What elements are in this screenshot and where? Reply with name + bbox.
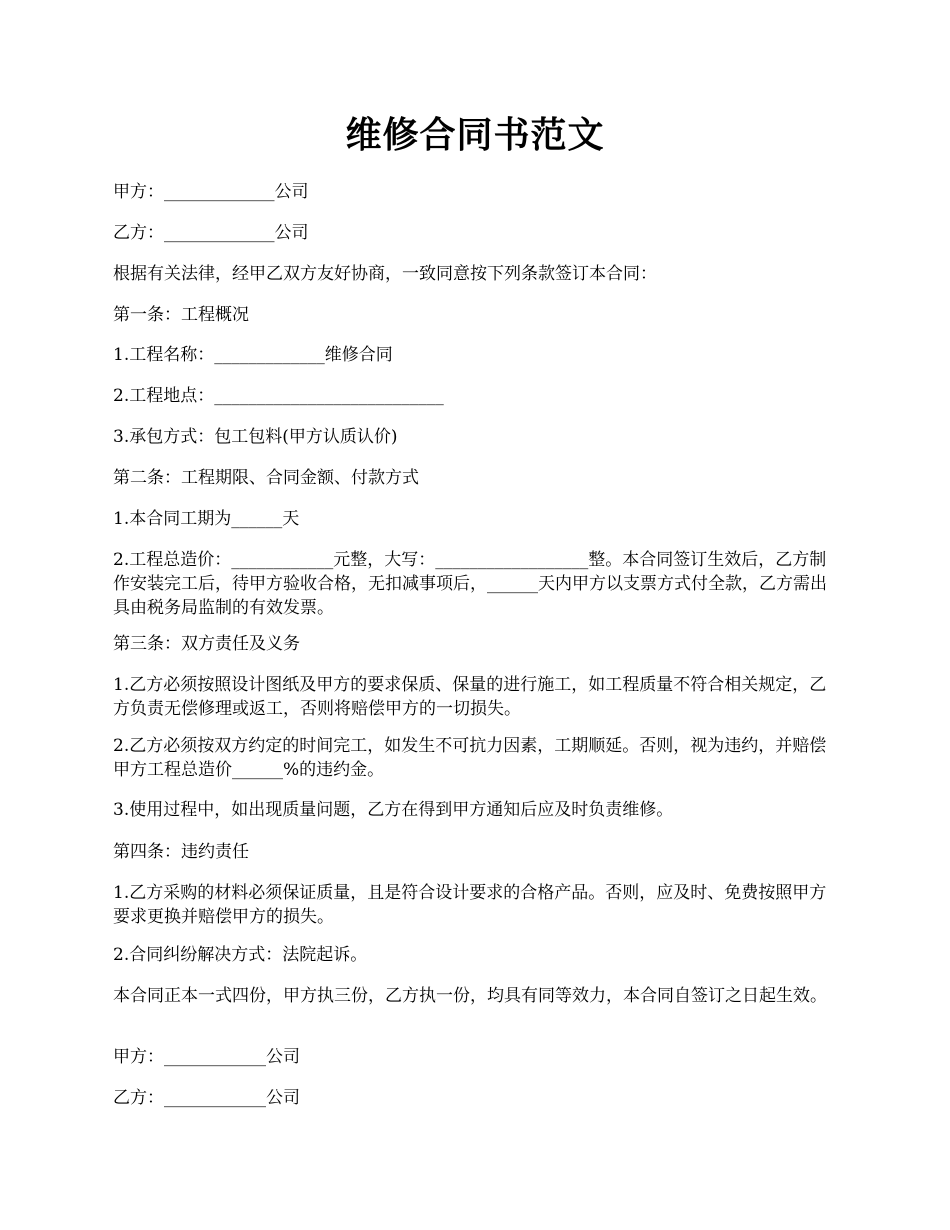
article-4-item-1: 1.乙方采购的材料必须保证质量，且是符合设计要求的合格产品。否则，应及时、免费按照甲方要求更换并赔偿甲方的损失。 (113, 883, 827, 927)
article-4-item-2: 2.合同纠纷解决方式：法院起诉。 (113, 945, 368, 965)
signature-party-b: 乙方：____________公司 (113, 1088, 300, 1108)
article-1-item-2: 2.工程地点：___________________________ (113, 386, 444, 406)
article-2-item-1: 1.本合同工期为______天 (113, 509, 300, 529)
party-b-line: 乙方：_____________公司 (113, 223, 309, 243)
article-2-heading: 第二条：工程期限、合同金额、付款方式 (113, 468, 419, 488)
article-1-item-3: 3.承包方式：包工包料(甲方认质认价) (113, 427, 398, 447)
article-4-heading: 第四条：违约责任 (113, 842, 249, 862)
article-2-item-2: 2.工程总造价：____________元整，大写：__________________整。本合同签订生效后，乙方制作安装完工后，待甲方验收合格，无扣减事项后，______天内甲方以支票方式付全款，乙方需出具由税务局监制的有效发票。 (113, 550, 827, 618)
document-title: 维修合同书范文 (345, 114, 605, 156)
article-3-heading: 第三条：双方责任及义务 (113, 634, 300, 654)
article-3-item-2: 2.乙方必须按双方约定的时间完工，如发生不可抗力因素，工期顺延。否则，视为违约，并赔偿甲方工程总造价______%的违约金。 (113, 736, 827, 780)
closing-clause: 本合同正本一式四份，甲方执三份，乙方执一份，均具有同等效力，本合同自签订之日起生效。 (113, 986, 827, 1006)
signature-party-a: 甲方：____________公司 (113, 1047, 300, 1067)
preamble: 根据有关法律，经甲乙双方友好协商，一致同意按下列条款签订本合同： (113, 264, 657, 284)
article-3-item-3: 3.使用过程中，如出现质量问题，乙方在得到甲方通知后应及时负责维修。 (113, 800, 674, 820)
article-3-item-1: 1.乙方必须按照设计图纸及甲方的要求保质、保量的进行施工，如工程质量不符合相关规定，乙方负责无偿修理或返工，否则将赔偿甲方的一切损失。 (113, 675, 827, 719)
article-1-heading: 第一条：工程概况 (113, 305, 249, 325)
article-1-item-1: 1.工程名称：_____________维修合同 (113, 345, 393, 365)
party-a-line: 甲方：_____________公司 (113, 182, 309, 202)
